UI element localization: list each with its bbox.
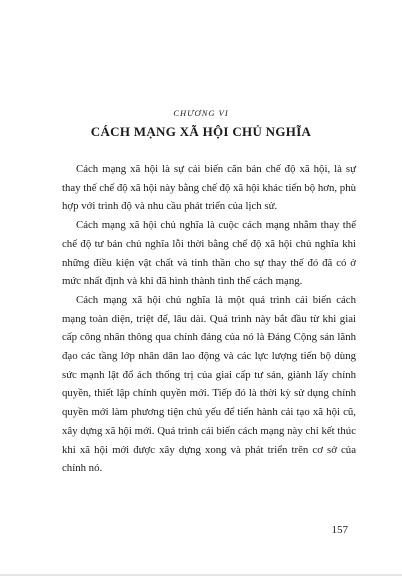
chapter-title: CÁCH MẠNG XÃ HỘI CHỦ NGHĨA	[90, 124, 312, 139]
paragraph: Cách mạng xã hội chủ nghĩa là cuộc cách mạng nhằm thay thế chế độ tư bản chủ nghĩa lỗi thời bằng chế độ xã hội chủ nghĩa khi những điều kiện vật chất và tinh thần cho sự thay thế đó đã có ở mức nhất định và khi đã hình thành tình thế cách mạng.	[62, 219, 356, 288]
paragraph: Cách mạng xã hội là sự cải biến căn bản chế độ xã hội, là sự thay thế chế độ xã hội này bằng chế độ xã hội khác tiến bộ hơn, phù hợp với trình độ và nhu cầu phát triển của lịch sử.	[62, 163, 356, 213]
body-text	[62, 160, 356, 478]
page-number: 157	[331, 524, 348, 536]
paragraph: Cách mạng xã hội chủ nghĩa là một quá trình cải biến cách mạng toàn diện, triệt để, lâu dài. Quá trình này bắt đầu từ khi giai cấp công nhân thông qua chính đảng của nó là Đảng Cộng sản lãnh đạo các tầng lớp nhân dân lao động và các lực lượng tiến bộ dùng sức mạnh lật đổ ách thống trị của giai cấp tư sản, giành lấy chính quyền, thiết lập chính quyền mới. Tiếp đó là thời kỳ sử dụng chính quyền mới làm phương tiện chủ yếu để tiến hành cải tạo xã hội cũ, xây dựng xã hội mới. Quá trình cải biến cách mạng này chỉ kết thúc khi xã hội mới được xây dựng xong và phát triển trên cơ sở của chính nó.	[62, 293, 356, 475]
chapter-label: CHƯƠNG VI	[173, 108, 229, 118]
